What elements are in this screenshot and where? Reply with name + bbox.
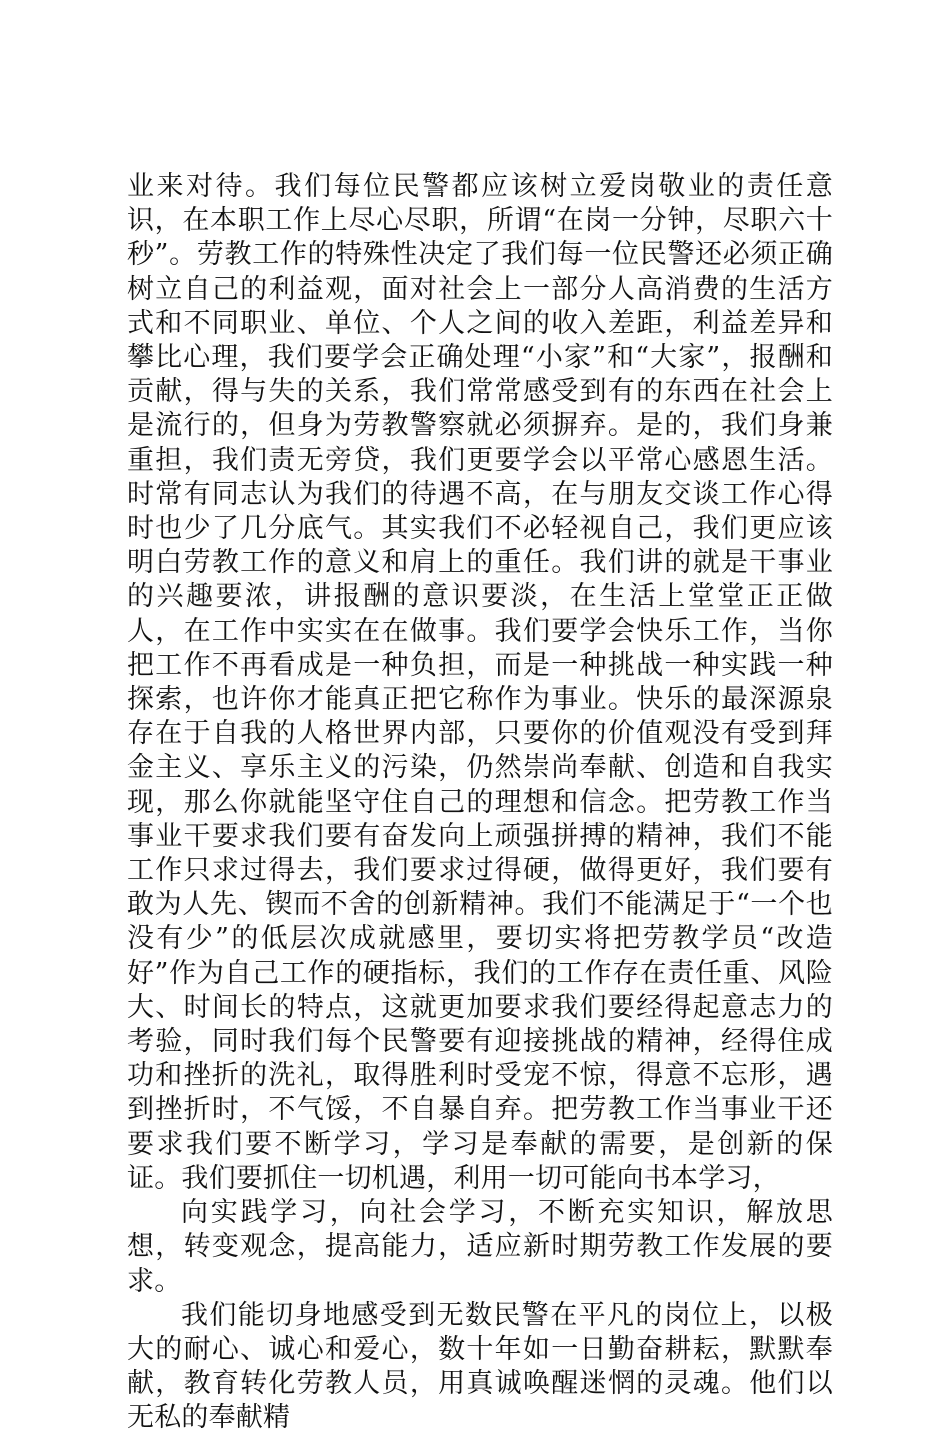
paragraph-continued: 业来对待。我们每位民警都应该树立爱岗敬业的责任意识，在本职工作上尽心尽职，所谓“在岗一分钟，尽职六十秒”。劳教工作的特殊性决定了我们每一位民警还必须正确树立自己的利益观，面对社会上一部分人高消费的生活方式和不同职业、单位、个人之间的收入差距，利益差异和攀比心理，我们要学会正确处理“小家”和“大家”，报酬和贡献，得与失的关系，我们常常感受到有的东西在社会上是流行的，但身为劳教警察就必须摒弃。是的，我们身兼重担，我们责无旁贷，我们更要学会以平常心感恩生活。时常有同志认为我们的待遇不高，在与朋友交谈工作心得时也少了几分底气。其实我们不必轻视自己，我们更应该明白劳教工作的意义和肩上的重任。我们讲的就是干事业的兴趣要浓，讲报酬的意识要淡，在生活上堂堂正正做人，在工作中实实在在做事。我们要学会快乐工作，当你把工作不再看成是一种负担，而是一种挑战一种实践一种探索，也许你才能真正把它称作为事业。快乐的最深源泉存在于自我的人格世界内部，只要你的价值观没有受到拜金主义、享乐主义的污染，仍然崇尚奉献、创造和自我实现，那么你就能坚守住自己的理想和信念。把劳教工作当事业干要求我们要有奋发向上顽强拼搏的精神，我们不能工作只求过得去，我们要求过得硬，做得更好，我们要有敢为人先、锲而不舍的创新精神。我们不能满足于“一个也没有少”的低层次成就感里，要切实将把劳教学员“改造好”作为自己工作的硬指标，我们的工作存在责任重、风险大、时间长的特点，这就更加要求我们要经得起意志力的考验，同时我们每个民警要有迎接挑战的精神，经得住成功和挫折的洗礼，取得胜利时受宠不惊，得意不忘形，遇到挫折时，不气馁，不自暴自弃。把劳教工作当事业干还要求我们要不断学习，学习是奉献的需要，是创新的保证。我们要抓住一切机遇，利用一切可能向书本学习， <box>127 171 833 1194</box>
paragraph-learning: 向实践学习，向社会学习，不断充实知识，解放思想，转变观念，提高能力，适应新时期劳教工作发展的要求。 <box>127 1197 833 1297</box>
paragraph-dedication: 我们能切身地感受到无数民警在平凡的岗位上，以极大的耐心、诚心和爱心，数十年如一日勤奋耕耘，默默奉献，教育转化劳教人员，用真诚唤醒迷惘的灵魂。他们以无私的奉献精 <box>127 1299 833 1434</box>
body-text <box>127 170 833 1436</box>
